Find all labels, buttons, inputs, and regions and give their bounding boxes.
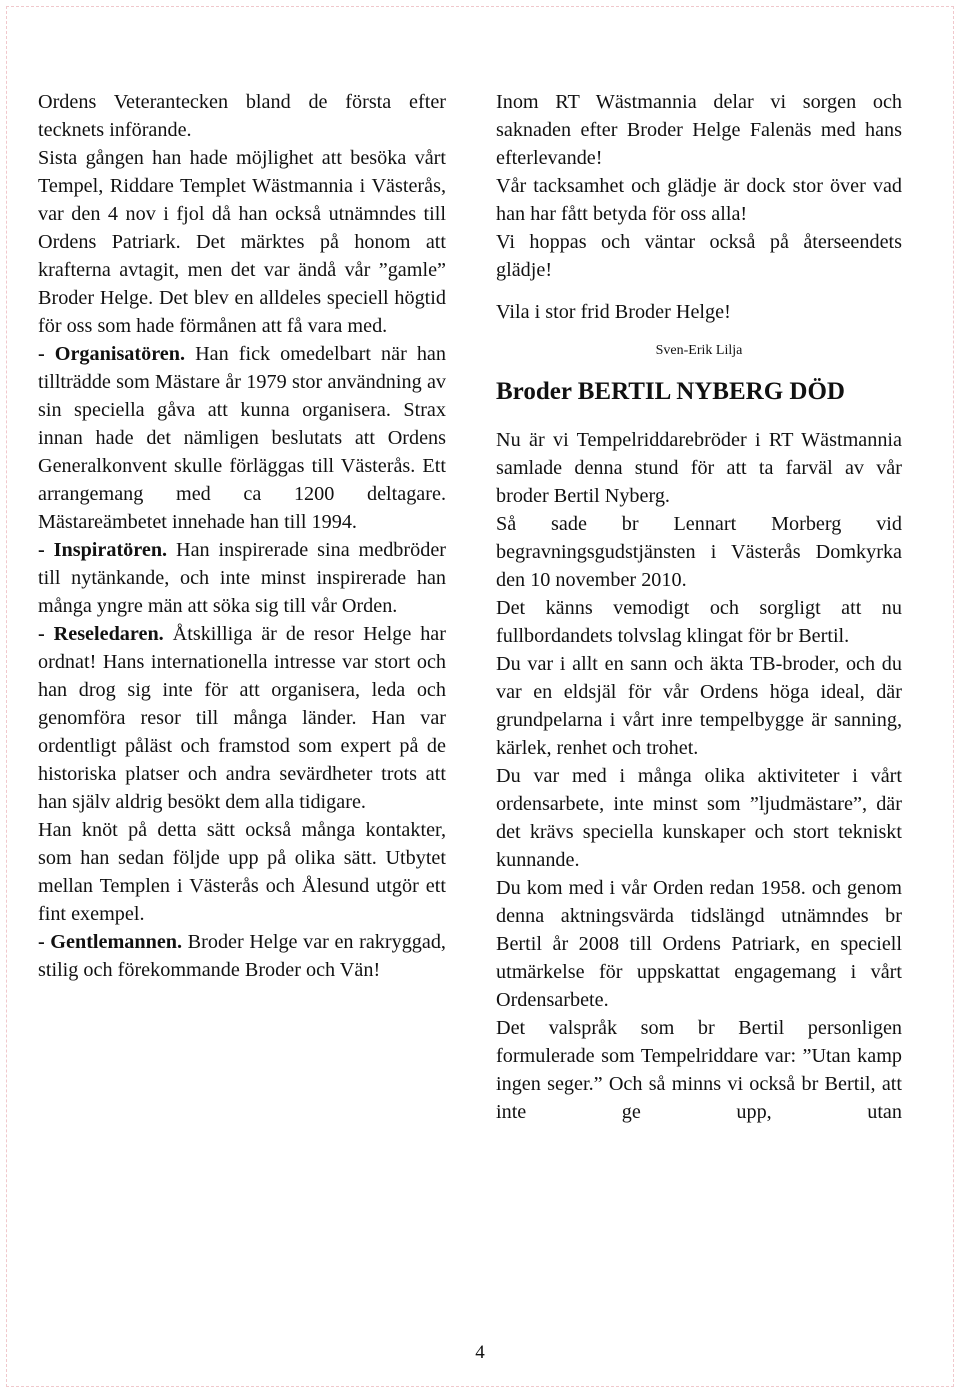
- paragraph: [38, 536, 446, 620]
- paragraph: [38, 340, 446, 536]
- paragraph: Det valspråk som br Bertil personligen formulerade som Tempelriddare var: ”Utan kamp ingen seger.” Och så minns vi också br Bertil, att inte ge upp, utan: [496, 1017, 902, 1123]
- paragraph: Du var med i många olika aktiviteter i vårt ordensarbete, inte minst som ”ljudmästare”, där det krävs speciella kunskaper och stort tekniskt kunnande.: [496, 765, 902, 871]
- paragraph: Vi hoppas och väntar också på återseendets glädje!: [496, 231, 902, 281]
- paragraph: Nu är vi Tempelriddarebröder i RT Wästmannia samlade denna stund för att ta farväl av vår broder Bertil Nyberg.: [496, 429, 902, 507]
- paragraph: Du kom med i vår Orden redan 1958. och genom denna aktningsvärda tidslängd utnämndes br Bertil år 2008 till Ordens Patriark, en speciell utmärkelse för uppskattat engagemang i vårt Ordensarbete.: [496, 877, 902, 1011]
- page-number: 4: [475, 1342, 485, 1363]
- article-heading: Broder BERTIL NYBERG DÖD: [496, 378, 845, 405]
- paragraph: Så sade br Lennart Morberg vid begravningsgudstjänsten i Västerås Domkyrka den 10 november 2010.: [496, 513, 902, 591]
- paragraph-text: Åtskilliga är de resor Helge har ordnat! Hans internationella intresse var stort och han drog sig inte för att organisera, leda och genomföra resor till många länder. Han var ordentligt påläst och framstod som expert på de historiska platser och andra sevärdheter trots att han själv aldrig besökt dem alla tidigare.: [38, 623, 446, 813]
- paragraph: [38, 928, 446, 984]
- section-label: - Inspiratören.: [38, 539, 168, 561]
- left-column: [38, 88, 446, 984]
- section-label: - Organisatören.: [38, 343, 186, 365]
- paragraph: Det känns vemodigt och sorgligt att nu fullbordandets tolvslag klingat för br Bertil.: [496, 597, 902, 647]
- paragraph-text: Han inspirerade sina medbröder till nytänkande, och inte minst inspirerade han många yngre män att söka sig till vår Orden.: [38, 539, 446, 617]
- paragraph: Sista gången han hade möjlighet att besöka vårt Tempel, Riddare Templet Wästmannia i Västerås, var den 4 nov i fjol då han också utnämndes till Ordens Patriark. Det märktes på honom att krafterna avtagit, men det var ändå vår ”gamle” Broder Helge. Det blev en alldeles speciell högtid för oss som hade förmånen att få vara med.: [38, 147, 446, 337]
- section-label: - Reseledaren.: [38, 623, 164, 645]
- paragraph-text: Han fick omedelbart när han tillträdde som Mästare år 1979 stor användning av sin speciella gåva att kunna organisera. Strax innan hade det nämligen beslutats att Ordens Generalkonvent skulle förläggas till Västerås. Ett arrangemang med ca 1200 deltagare. Mästareämbetet innehade han till 1994.: [38, 343, 446, 533]
- paragraph-text: Broder Helge var en rakryggad, stilig och förekommande Broder och Vän!: [38, 931, 446, 981]
- paragraph: Inom RT Wästmannia delar vi sorgen och saknaden efter Broder Helge Falenäs med hans efterlevande!: [496, 91, 902, 169]
- section-label: - Gentlemannen.: [38, 931, 183, 953]
- paragraph: Vår tacksamhet och glädje är dock stor över vad han har fått betyda för oss alla!: [496, 175, 902, 225]
- paragraph: Du var i allt en sann och äkta TB-broder, och du var en eldsjäl för vår Ordens höga ideal, där grundpelarna i vårt inre tempelbygge är sanning, kärlek, renhet och trohet.: [496, 653, 902, 759]
- signature: Sven-Erik Lilja: [655, 343, 743, 358]
- paragraph: [38, 620, 446, 816]
- paragraph: Vila i stor frid Broder Helge!: [496, 301, 731, 323]
- paragraph: Han knöt på detta sätt också många kontakter, som han sedan följde upp på olika sätt. Utbytet mellan Templen i Västerås och Ålesund utgör ett fint exempel.: [38, 819, 446, 925]
- paragraph: Ordens Veterantecken bland de första efter tecknets införande.: [38, 91, 446, 141]
- right-column: [496, 88, 902, 1126]
